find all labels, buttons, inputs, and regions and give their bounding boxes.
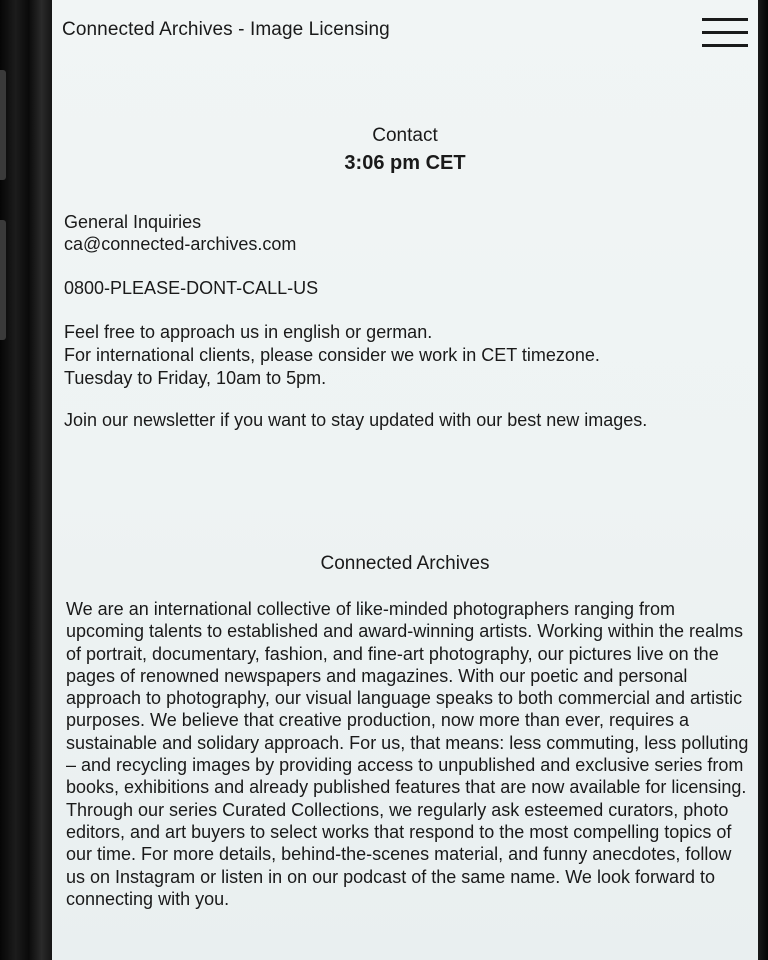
newsletter-link[interactable]: Join our newsletter if you want to stay updated with our best new images. bbox=[64, 410, 648, 430]
general-inquiries bbox=[64, 211, 296, 255]
contact-heading: Contact bbox=[372, 125, 438, 146]
phone-side-button bbox=[0, 70, 6, 180]
email-link[interactable]: ca@connected-archives.com bbox=[64, 234, 297, 254]
screen bbox=[52, 0, 758, 960]
current-time: 3:06 pm CET bbox=[344, 152, 466, 174]
phone-bezel-right bbox=[758, 0, 768, 960]
about-paragraph: We are an international collective of like-minded photographers ranging from upcoming talents to established and award-winning artists. Working within the realms of portrait, documentary, fashion, and fine-art photography, our pictures live on the pages of renowned newspapers and magazines. With our poetic and personal approach to photography, our visual language speaks to both commercial and artistic purposes. We believe that creative production, now more than ever, requires a sustainable and solidary approach. For us, that means: less commuting, less polluting – and recycling images by providing access to unpublished and exclusive series from books, exhibitions and already published features that are now available for licensing. Through our series Curated Collections, we regularly ask esteemed curators, photo editors, and art buyers to select works that respond to the most compelling topics of our time. For more details, behind-the-scenes material, and funny anecdotes, follow us on Instagram or listen in on our podcast of the same name. We look forward to connecting with you. bbox=[66, 599, 749, 909]
about-heading: Connected Archives bbox=[320, 553, 490, 574]
phone-number[interactable]: 0800-PLEASE-DONT-CALL-US bbox=[64, 278, 319, 298]
site-title[interactable]: Connected Archives - Image Licensing bbox=[62, 19, 390, 40]
info-line: For international clients, please consider we work in CET timezone. bbox=[64, 345, 600, 365]
info-line: Tuesday to Friday, 10am to 5pm. bbox=[64, 368, 327, 388]
phone-side-button bbox=[0, 220, 6, 340]
hamburger-menu-icon[interactable] bbox=[702, 16, 748, 50]
phone-bezel-left bbox=[0, 0, 52, 960]
info-line: Feel free to approach us in english or german. bbox=[64, 322, 433, 342]
inquiries-label: General Inquiries bbox=[64, 212, 202, 232]
contact-info bbox=[64, 321, 600, 390]
